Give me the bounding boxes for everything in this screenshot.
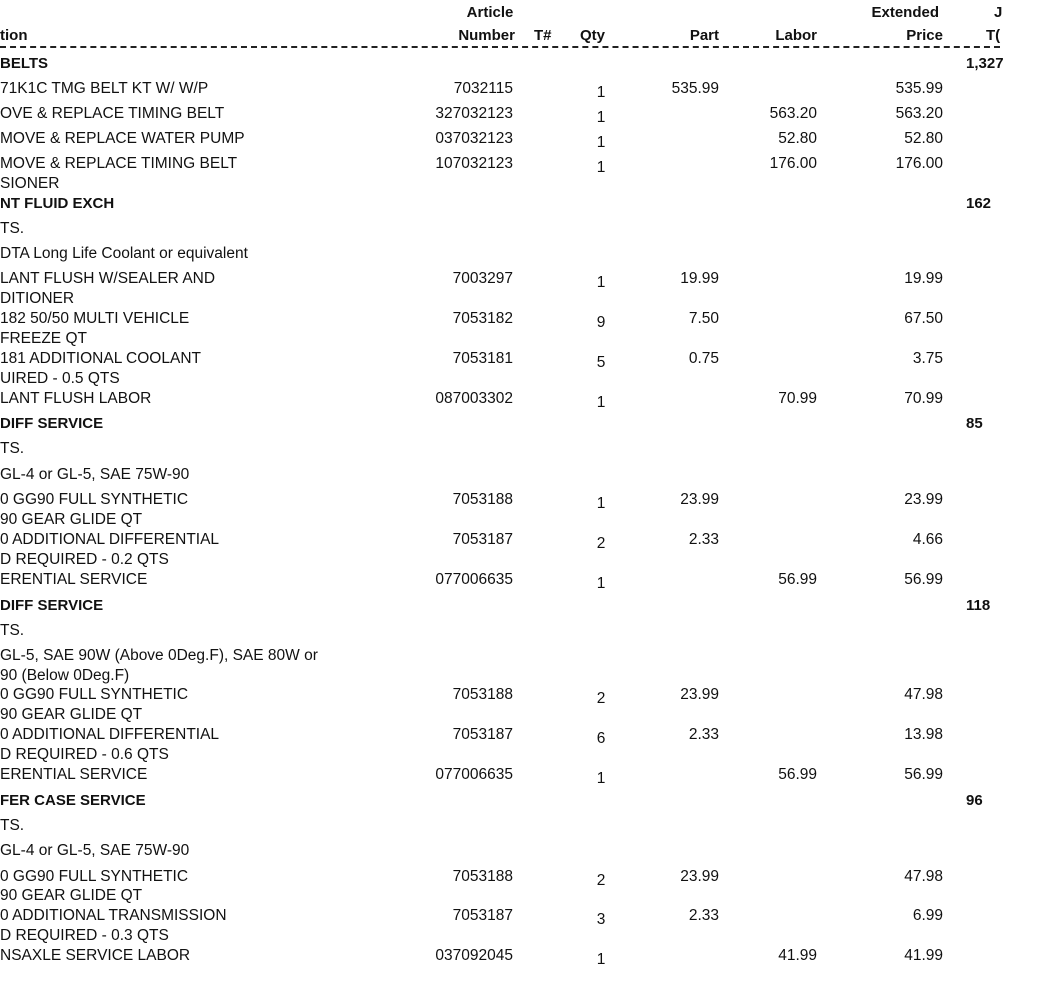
article-number: 077006635: [435, 766, 513, 783]
part-price: 23.99: [680, 686, 719, 703]
header-description: tion: [0, 27, 28, 44]
header-article-line2: Number: [458, 27, 515, 44]
quantity: 1: [596, 951, 606, 968]
quantity: 1: [596, 394, 606, 411]
header-extended-line2: Price: [906, 27, 943, 44]
quantity: 1: [596, 84, 606, 101]
header-total-line1: J: [994, 4, 1003, 21]
extended-price: 56.99: [904, 766, 943, 783]
part-price: 23.99: [680, 491, 719, 508]
extended-price: 70.99: [904, 390, 943, 407]
article-number: 7053187: [452, 907, 513, 924]
item-description: 90 GEAR GLIDE QT: [0, 511, 143, 528]
header-tnum: T#: [534, 27, 552, 44]
article-number: 7003297: [452, 270, 513, 287]
extended-price: 56.99: [904, 571, 943, 588]
item-description: 181 ADDITIONAL COOLANT: [0, 350, 201, 367]
extended-price: 19.99: [904, 270, 943, 287]
labor-price: 70.99: [778, 390, 817, 407]
quantity: 1: [596, 495, 606, 512]
quantity: 5: [596, 354, 606, 371]
header-article-line1: Article: [466, 4, 514, 21]
quantity: 6: [596, 730, 606, 747]
item-description: 0 ADDITIONAL TRANSMISSION: [0, 907, 227, 924]
article-number: 087003302: [435, 390, 513, 407]
header-part: Part: [689, 27, 719, 44]
item-description: GL-5, SAE 90W (Above 0Deg.F), SAE 80W or: [0, 647, 318, 664]
extended-price: 13.98: [904, 726, 943, 743]
item-description: 0 GG90 FULL SYNTHETIC: [0, 686, 189, 703]
article-number: 107032123: [435, 155, 513, 172]
item-description: OVE & REPLACE TIMING BELT: [0, 105, 225, 122]
quantity: 2: [596, 872, 606, 889]
item-description: LANT FLUSH W/SEALER AND: [0, 270, 216, 287]
quantity: 1: [596, 575, 606, 592]
item-description: LANT FLUSH LABOR: [0, 390, 152, 407]
quantity: 1: [596, 109, 606, 126]
item-description: 90 (Below 0Deg.F): [0, 667, 130, 684]
item-description: 182 50/50 MULTI VEHICLE: [0, 310, 190, 327]
header-divider: [0, 46, 1000, 48]
item-description: 0 ADDITIONAL DIFFERENTIAL: [0, 531, 220, 548]
item-description: MOVE & REPLACE TIMING BELT: [0, 155, 238, 172]
part-price: 19.99: [680, 270, 719, 287]
article-number: 7053188: [452, 868, 513, 885]
extended-price: 67.50: [904, 310, 943, 327]
header-qty: Qty: [580, 27, 606, 44]
extended-price: 3.75: [912, 350, 943, 367]
section-total: 96: [966, 792, 983, 809]
labor-price: 52.80: [778, 130, 817, 147]
item-description: 90 GEAR GLIDE QT: [0, 706, 143, 723]
item-description: DTA Long Life Coolant or equivalent: [0, 245, 248, 262]
item-description: D REQUIRED - 0.6 QTS: [0, 746, 169, 763]
item-description: GL-4 or GL-5, SAE 75W-90: [0, 466, 190, 483]
item-description: BELTS: [0, 55, 49, 72]
labor-price: 56.99: [778, 571, 817, 588]
item-description: TS.: [0, 220, 25, 237]
item-description: ERENTIAL SERVICE: [0, 766, 148, 783]
item-description: NSAXLE SERVICE LABOR: [0, 947, 191, 964]
article-number: 7053188: [452, 491, 513, 508]
quantity: 2: [596, 690, 606, 707]
quantity: 9: [596, 314, 606, 331]
section-total: 118: [966, 597, 991, 614]
extended-price: 563.20: [895, 105, 943, 122]
item-description: GL-4 or GL-5, SAE 75W-90: [0, 842, 190, 859]
article-number: 7053182: [452, 310, 513, 327]
article-number: 7053187: [452, 531, 513, 548]
labor-price: 176.00: [769, 155, 817, 172]
item-description: 90 GEAR GLIDE QT: [0, 887, 143, 904]
part-price: 2.33: [688, 531, 719, 548]
extended-price: 52.80: [904, 130, 943, 147]
quantity: 1: [596, 274, 606, 291]
item-description: UIRED - 0.5 QTS: [0, 370, 120, 387]
item-description: DIFF SERVICE: [0, 597, 104, 614]
item-description: NT FLUID EXCH: [0, 195, 115, 212]
article-number: 037032123: [435, 130, 513, 147]
article-number: 7053181: [452, 350, 513, 367]
part-price: 2.33: [688, 907, 719, 924]
extended-price: 176.00: [895, 155, 943, 172]
labor-price: 56.99: [778, 766, 817, 783]
item-description: 0 GG90 FULL SYNTHETIC: [0, 491, 189, 508]
quantity: 1: [596, 134, 606, 151]
labor-price: 563.20: [769, 105, 817, 122]
section-total: 162: [966, 195, 992, 212]
item-description: FER CASE SERVICE: [0, 792, 146, 809]
part-price: 7.50: [688, 310, 719, 327]
item-description: TS.: [0, 440, 25, 457]
extended-price: 4.66: [912, 531, 943, 548]
part-price: 535.99: [671, 80, 719, 97]
article-number: 7053188: [452, 686, 513, 703]
item-description: MOVE & REPLACE WATER PUMP: [0, 130, 245, 147]
part-price: 23.99: [680, 868, 719, 885]
quantity: 3: [596, 911, 606, 928]
extended-price: 47.98: [904, 686, 943, 703]
extended-price: 6.99: [912, 907, 943, 924]
item-description: D REQUIRED - 0.3 QTS: [0, 927, 169, 944]
extended-price: 535.99: [895, 80, 943, 97]
quantity: 1: [596, 770, 606, 787]
item-description: TS.: [0, 622, 25, 639]
header-total-line2: T(: [986, 27, 1001, 44]
header-labor: Labor: [775, 27, 817, 44]
part-price: 0.75: [688, 350, 719, 367]
extended-price: 47.98: [904, 868, 943, 885]
item-description: TS.: [0, 817, 25, 834]
article-number: 037092045: [435, 947, 513, 964]
extended-price: 41.99: [904, 947, 943, 964]
item-description: ERENTIAL SERVICE: [0, 571, 148, 588]
item-description: 0 GG90 FULL SYNTHETIC: [0, 868, 189, 885]
article-number: 327032123: [435, 105, 513, 122]
item-description: FREEZE QT: [0, 330, 87, 347]
article-number: 7032115: [453, 80, 513, 97]
article-number: 077006635: [435, 571, 513, 588]
part-price: 2.33: [688, 726, 719, 743]
item-description: 71K1C TMG BELT KT W/ W/P: [0, 80, 209, 97]
item-description: DITIONER: [0, 290, 75, 307]
quantity: 1: [596, 159, 606, 176]
quantity: 2: [596, 535, 606, 552]
article-number: 7053187: [452, 726, 513, 743]
section-total: 85: [966, 415, 983, 432]
labor-price: 41.99: [778, 947, 817, 964]
extended-price: 23.99: [904, 491, 943, 508]
section-total: 1,327: [966, 55, 1004, 72]
item-description: DIFF SERVICE: [0, 415, 104, 432]
header-extended-line1: Extended: [871, 4, 939, 21]
item-description: 0 ADDITIONAL DIFFERENTIAL: [0, 726, 220, 743]
item-description: D REQUIRED - 0.2 QTS: [0, 551, 169, 568]
item-description: SIONER: [0, 175, 60, 192]
